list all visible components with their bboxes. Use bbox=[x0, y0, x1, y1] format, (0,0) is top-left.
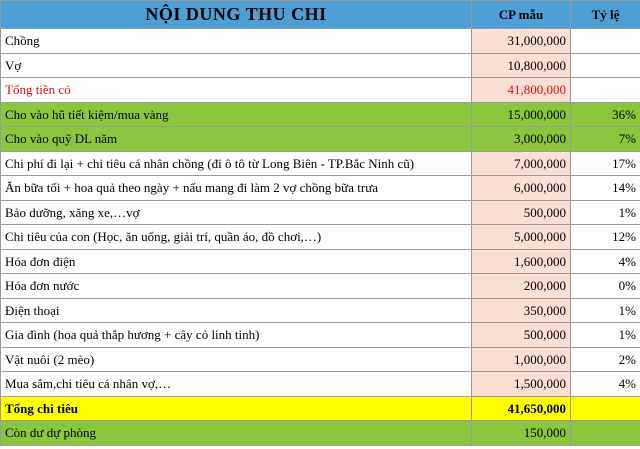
cell-amount[interactable]: 150,000 bbox=[472, 421, 571, 446]
cell-label[interactable]: Chi tiêu của con (Học, ăn uống, giải trí, quần áo, đồ chơi,…) bbox=[1, 225, 472, 250]
cell-label[interactable]: Hóa đơn điện bbox=[1, 249, 472, 274]
cell-ratio[interactable]: 14% bbox=[571, 176, 640, 201]
table-row-husband bbox=[1, 29, 640, 54]
cell-ratio[interactable]: 1% bbox=[571, 200, 640, 225]
cell-amount[interactable]: 350,000 bbox=[472, 298, 571, 323]
cell-ratio[interactable]: 1% bbox=[571, 323, 640, 348]
cell-ratio[interactable]: 4% bbox=[571, 249, 640, 274]
cell-amount[interactable]: 1,000,000 bbox=[472, 347, 571, 372]
table-row bbox=[1, 151, 640, 176]
cell-ratio[interactable]: 7% bbox=[571, 127, 640, 152]
cell-label[interactable]: Chồng bbox=[1, 29, 472, 54]
cell-amount[interactable]: 41,650,000 bbox=[472, 396, 571, 421]
cell-label[interactable]: Chi phí đi lại + chi tiêu cá nhân chồng (đi ô tô từ Long Biên - TP.Bắc Ninh cũ) bbox=[1, 151, 472, 176]
cell-label[interactable]: Còn dư dự phòng bbox=[1, 421, 472, 446]
cell-amount[interactable]: 10,800,000 bbox=[472, 53, 571, 78]
cell-label[interactable]: Cho vào quỹ DL năm bbox=[1, 127, 472, 152]
cell-amount[interactable]: 500,000 bbox=[472, 200, 571, 225]
cell-ratio[interactable]: 12% bbox=[571, 225, 640, 250]
cell-label[interactable]: Tổng chi tiêu bbox=[1, 396, 472, 421]
cell-ratio[interactable]: 36% bbox=[571, 102, 640, 127]
cell-ratio[interactable]: 0% bbox=[571, 274, 640, 299]
cell-amount[interactable]: 15,000,000 bbox=[472, 102, 571, 127]
cell-amount[interactable]: 31,000,000 bbox=[472, 29, 571, 54]
header-row bbox=[1, 1, 640, 29]
cell-ratio[interactable] bbox=[571, 78, 640, 103]
cell-ratio[interactable] bbox=[571, 421, 640, 446]
cell-amount[interactable]: 7,000,000 bbox=[472, 151, 571, 176]
table-row-savings bbox=[1, 102, 640, 127]
cell-label[interactable]: Cho vào hũ tiết kiệm/mua vàng bbox=[1, 102, 472, 127]
cell-amount[interactable]: 500,000 bbox=[472, 323, 571, 348]
cell-label[interactable]: Hóa đơn nước bbox=[1, 274, 472, 299]
table-row bbox=[1, 274, 640, 299]
table-row bbox=[1, 200, 640, 225]
table-row bbox=[1, 323, 640, 348]
cell-amount[interactable]: 5,000,000 bbox=[472, 225, 571, 250]
cell-amount[interactable]: 1,600,000 bbox=[472, 249, 571, 274]
table-row-remaining bbox=[1, 421, 640, 446]
table-row bbox=[1, 372, 640, 397]
cell-amount[interactable]: 41,800,000 bbox=[472, 78, 571, 103]
cell-ratio[interactable]: 1% bbox=[571, 298, 640, 323]
header-ratio[interactable]: Tỷ lệ bbox=[571, 1, 640, 29]
header-title[interactable]: NỘI DUNG THU CHI bbox=[1, 1, 472, 29]
cell-ratio[interactable]: 4% bbox=[571, 372, 640, 397]
cell-amount[interactable]: 200,000 bbox=[472, 274, 571, 299]
cell-ratio[interactable]: 2% bbox=[571, 347, 640, 372]
table-row-travel-fund bbox=[1, 127, 640, 152]
cell-ratio[interactable]: 17% bbox=[571, 151, 640, 176]
cell-label[interactable]: Vợ bbox=[1, 53, 472, 78]
cell-amount[interactable]: 3,000,000 bbox=[472, 127, 571, 152]
table-row-total-spending bbox=[1, 396, 640, 421]
cell-label[interactable]: Vật nuôi (2 mèo) bbox=[1, 347, 472, 372]
cell-amount[interactable]: 1,500,000 bbox=[472, 372, 571, 397]
cell-label[interactable]: Tổng tiền có bbox=[1, 78, 472, 103]
table-row-income-total bbox=[1, 78, 640, 103]
cell-amount[interactable]: 6,000,000 bbox=[472, 176, 571, 201]
cell-ratio[interactable] bbox=[571, 29, 640, 54]
table-row bbox=[1, 298, 640, 323]
cell-label[interactable]: Mua sắm,chi tiêu cá nhân vợ,… bbox=[1, 372, 472, 397]
cell-label[interactable]: Điện thoại bbox=[1, 298, 472, 323]
header-amount[interactable]: CP mẫu bbox=[472, 1, 571, 29]
cell-ratio[interactable] bbox=[571, 396, 640, 421]
cell-ratio[interactable] bbox=[571, 53, 640, 78]
table-row bbox=[1, 347, 640, 372]
cell-label[interactable]: Gia đình (hoa quả thắp hương + cây cỏ linh tinh) bbox=[1, 323, 472, 348]
table-row bbox=[1, 176, 640, 201]
table-row-wife bbox=[1, 53, 640, 78]
cell-label[interactable]: Ăn bữa tối + hoa quả theo ngày + nấu mang đi làm 2 vợ chồng bữa trưa bbox=[1, 176, 472, 201]
cell-label[interactable]: Bảo dưỡng, xăng xe,…vợ bbox=[1, 200, 472, 225]
table-row bbox=[1, 249, 640, 274]
table-row bbox=[1, 225, 640, 250]
